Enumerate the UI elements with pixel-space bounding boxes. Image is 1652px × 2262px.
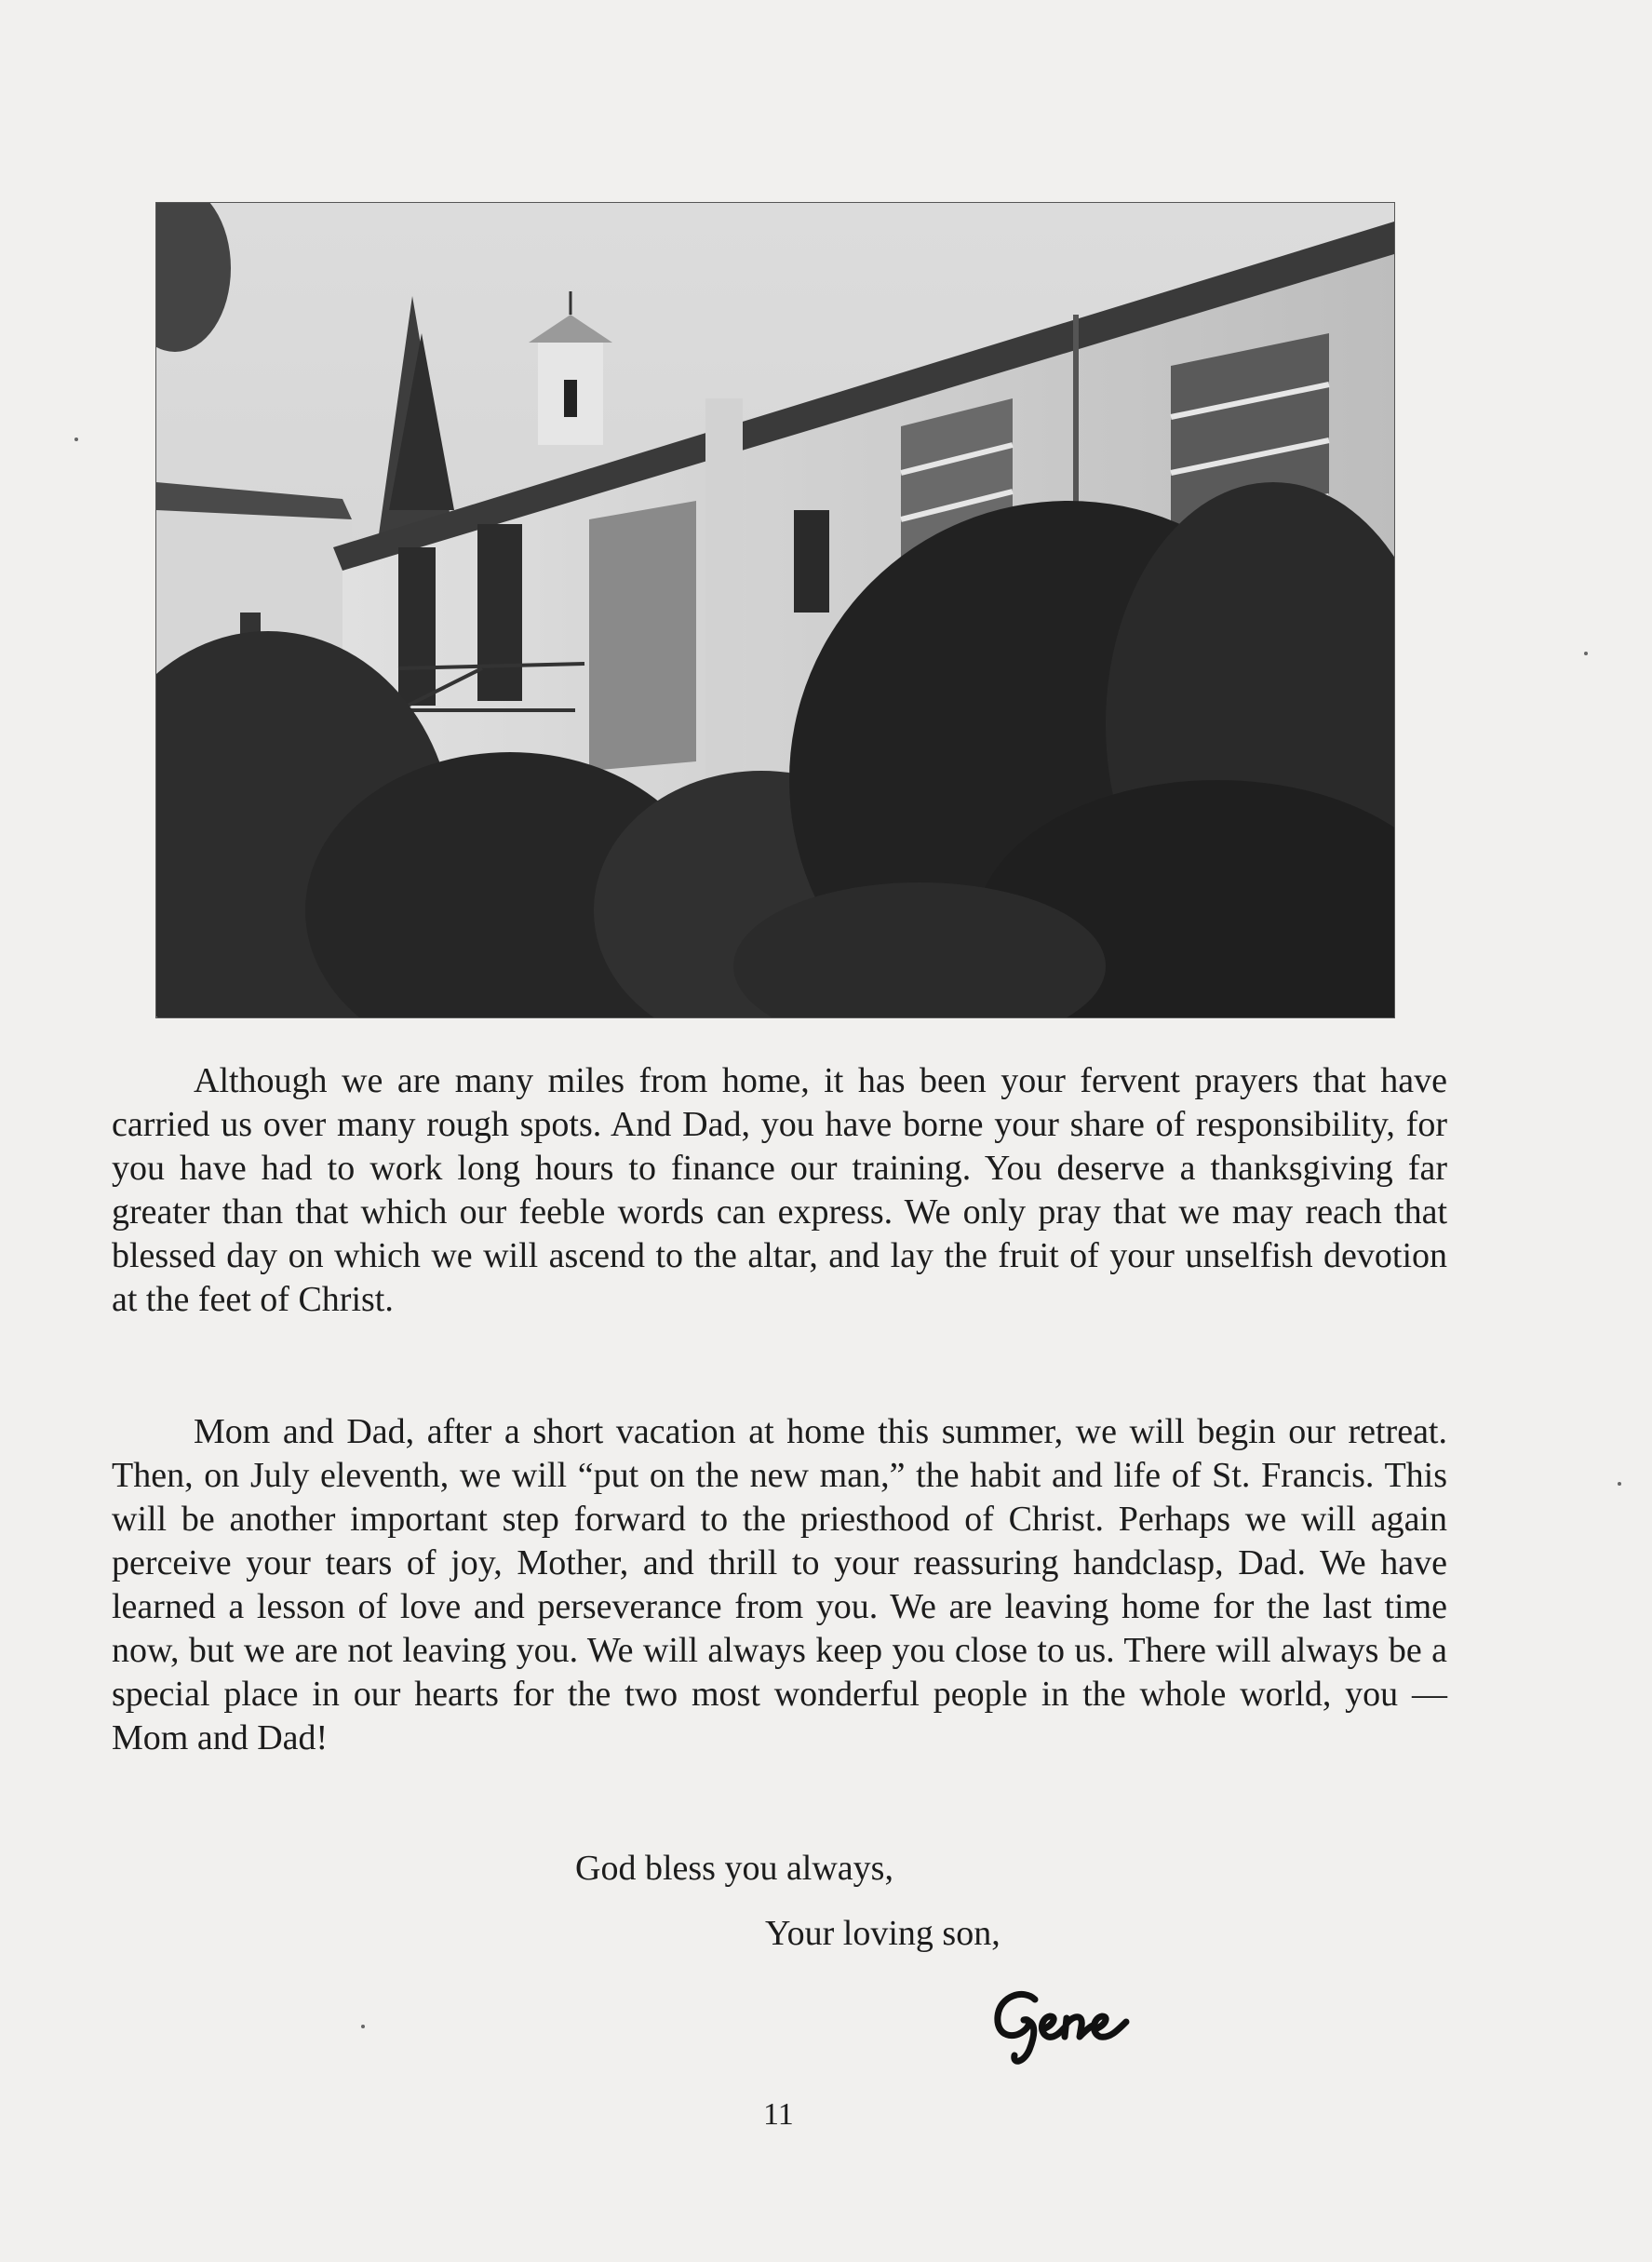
closing-valediction: Your loving son, — [765, 1914, 1001, 1953]
paragraph-text: Mom and Dad, after a short vacation at home this summer, we will begin our retreat. Then, on July eleventh, we will “put on the new man,” the habit and life of St. Francis. This will be another important step forward to the priesthood of Christ. Perhaps we will again perceive your tears of joy, Mother, and thrill to your reassuring handclasp, Dad. We have learned a lesson of love and perseverance from you. We are leaving home for the last time now, but we are not leaving you. We will always keep you close to us. There will always be a special place in our hearts for the two most wonderful people in the whole world, you — Mom and Dad! — [112, 1412, 1447, 1757]
paper-speck — [1618, 1482, 1621, 1486]
handwritten-signature — [987, 1972, 1173, 2074]
letter-paragraph-2 — [112, 1410, 1447, 1760]
paper-speck — [361, 2025, 365, 2028]
building-photo — [156, 203, 1394, 1017]
closing-blessing: God bless you always, — [575, 1849, 893, 1888]
paper-speck — [74, 438, 78, 441]
letter-paragraph-1 — [112, 1059, 1447, 1322]
page-number: 11 — [763, 2097, 794, 2132]
paragraph-text: Although we are many miles from home, it has been your fervent prayers that have carried us over many rough spots. And Dad, you have borne your share of responsibility, for you have had to work long hours to finance our training. You deserve a thanksgiving far greater than that which our feeble words can express. We only pray that we may reach that blessed day on which we will ascend to the altar, and lay the fruit of your unselfish devotion at the feet of Christ. — [112, 1061, 1447, 1319]
paper-speck — [1584, 652, 1588, 655]
